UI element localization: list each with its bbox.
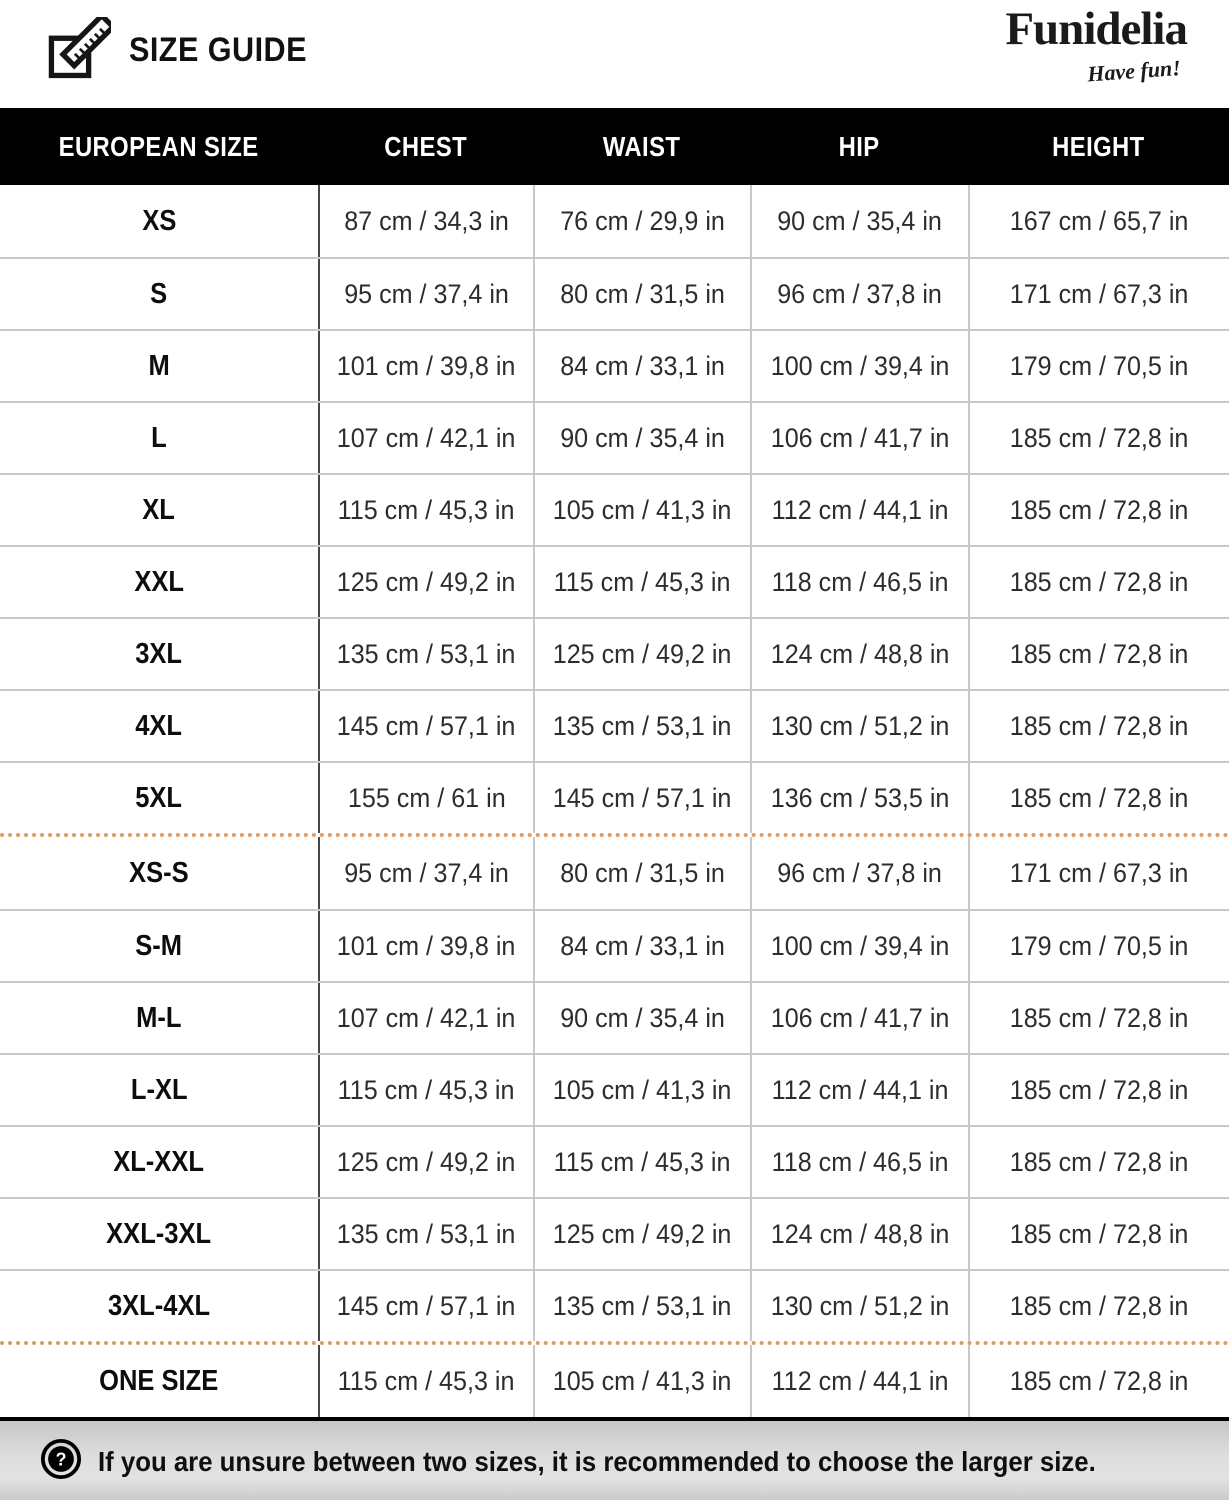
waist-cell: 135 cm / 53,1 in bbox=[533, 1271, 750, 1341]
waist-cell: 105 cm / 41,3 in bbox=[533, 1345, 750, 1417]
hip-cell: 96 cm / 37,8 in bbox=[750, 837, 968, 909]
hip-cell: 136 cm / 53,5 in bbox=[750, 763, 968, 833]
table-row bbox=[0, 185, 1229, 257]
size-label-cell: XXL-3XL bbox=[106, 1217, 212, 1250]
height-cell: 185 cm / 72,8 in bbox=[968, 1199, 1229, 1269]
hip-cell: 100 cm / 39,4 in bbox=[750, 911, 968, 981]
hip-cell: 90 cm / 35,4 in bbox=[750, 185, 968, 257]
height-cell: 185 cm / 72,8 in bbox=[968, 983, 1229, 1053]
height-cell: 179 cm / 70,5 in bbox=[968, 331, 1229, 401]
chest-cell: 125 cm / 49,2 in bbox=[318, 547, 533, 617]
chest-cell: 115 cm / 45,3 in bbox=[318, 475, 533, 545]
height-cell: 185 cm / 72,8 in bbox=[968, 1127, 1229, 1197]
size-label-cell: S bbox=[150, 277, 168, 310]
hip-cell: 100 cm / 39,4 in bbox=[750, 331, 968, 401]
waist-cell: 115 cm / 45,3 in bbox=[533, 1127, 750, 1197]
table-row bbox=[0, 1053, 1229, 1125]
waist-cell: 80 cm / 31,5 in bbox=[533, 259, 750, 329]
height-cell: 179 cm / 70,5 in bbox=[968, 911, 1229, 981]
chest-cell: 135 cm / 53,1 in bbox=[318, 619, 533, 689]
column-header-hip: HIP bbox=[838, 130, 880, 162]
size-label-cell: XXL bbox=[134, 565, 184, 598]
table-row bbox=[0, 689, 1229, 761]
table-row bbox=[0, 761, 1229, 833]
chest-cell: 101 cm / 39,8 in bbox=[318, 911, 533, 981]
svg-text:?: ? bbox=[55, 1449, 67, 1470]
size-label-cell: S-M bbox=[135, 929, 183, 962]
chest-cell: 135 cm / 53,1 in bbox=[318, 1199, 533, 1269]
table-row bbox=[0, 837, 1229, 909]
table-row bbox=[0, 257, 1229, 329]
column-header-chest: CHEST bbox=[384, 130, 467, 162]
column-header-waist: WAIST bbox=[602, 130, 681, 162]
waist-cell: 90 cm / 35,4 in bbox=[533, 983, 750, 1053]
chest-cell: 155 cm / 61 in bbox=[318, 763, 533, 833]
footer-note: If you are unsure between two sizes, it is recommended to choose the larger size. bbox=[98, 1445, 1096, 1477]
size-label-cell: XL-XXL bbox=[113, 1145, 205, 1178]
size-label-cell: L bbox=[151, 421, 167, 454]
height-cell: 185 cm / 72,8 in bbox=[968, 763, 1229, 833]
waist-cell: 125 cm / 49,2 in bbox=[533, 1199, 750, 1269]
table-body bbox=[0, 185, 1229, 1417]
footer-bar bbox=[0, 1417, 1229, 1500]
table-row bbox=[0, 329, 1229, 401]
table-row bbox=[0, 1345, 1229, 1417]
hip-cell: 130 cm / 51,2 in bbox=[750, 691, 968, 761]
chest-cell: 115 cm / 45,3 in bbox=[318, 1345, 533, 1417]
size-label-cell: ONE SIZE bbox=[99, 1364, 219, 1397]
ruler-icon bbox=[45, 17, 111, 84]
question-icon bbox=[40, 1438, 82, 1485]
column-header-height: HEIGHT bbox=[1052, 130, 1145, 162]
chest-cell: 125 cm / 49,2 in bbox=[318, 1127, 533, 1197]
table-row bbox=[0, 617, 1229, 689]
hip-cell: 124 cm / 48,8 in bbox=[750, 619, 968, 689]
hip-cell: 112 cm / 44,1 in bbox=[750, 475, 968, 545]
hip-cell: 112 cm / 44,1 in bbox=[750, 1345, 968, 1417]
waist-cell: 84 cm / 33,1 in bbox=[533, 331, 750, 401]
brand-tagline: Have fun! bbox=[1086, 55, 1182, 87]
table-row bbox=[0, 401, 1229, 473]
column-header-european-size: EUROPEAN SIZE bbox=[59, 130, 259, 162]
waist-cell: 90 cm / 35,4 in bbox=[533, 403, 750, 473]
table-row bbox=[0, 1269, 1229, 1341]
page-title: SIZE GUIDE bbox=[129, 30, 307, 69]
height-cell: 171 cm / 67,3 in bbox=[968, 259, 1229, 329]
waist-cell: 76 cm / 29,9 in bbox=[533, 185, 750, 257]
waist-cell: 135 cm / 53,1 in bbox=[533, 691, 750, 761]
waist-cell: 115 cm / 45,3 in bbox=[533, 547, 750, 617]
size-label-cell: XS-S bbox=[129, 856, 189, 889]
size-label-cell: M bbox=[148, 349, 170, 382]
hip-cell: 124 cm / 48,8 in bbox=[750, 1199, 968, 1269]
chest-cell: 107 cm / 42,1 in bbox=[318, 983, 533, 1053]
chest-cell: 95 cm / 37,4 in bbox=[318, 837, 533, 909]
top-bar bbox=[0, 0, 1229, 108]
size-label-cell: 3XL bbox=[135, 637, 183, 670]
size-label-cell: 4XL bbox=[135, 709, 183, 742]
table-row bbox=[0, 1197, 1229, 1269]
brand-logo bbox=[1005, 3, 1187, 87]
waist-cell: 145 cm / 57,1 in bbox=[533, 763, 750, 833]
waist-cell: 105 cm / 41,3 in bbox=[533, 475, 750, 545]
hip-cell: 118 cm / 46,5 in bbox=[750, 1127, 968, 1197]
hip-cell: 112 cm / 44,1 in bbox=[750, 1055, 968, 1125]
waist-cell: 80 cm / 31,5 in bbox=[533, 837, 750, 909]
height-cell: 185 cm / 72,8 in bbox=[968, 1271, 1229, 1341]
hip-cell: 106 cm / 41,7 in bbox=[750, 403, 968, 473]
table-header-row bbox=[0, 108, 1229, 185]
table-row bbox=[0, 1125, 1229, 1197]
chest-cell: 107 cm / 42,1 in bbox=[318, 403, 533, 473]
size-label-cell: 3XL-4XL bbox=[107, 1289, 211, 1322]
table-row bbox=[0, 981, 1229, 1053]
brand-logo-text: Funidelia bbox=[1005, 3, 1187, 55]
size-label-cell: XL bbox=[142, 493, 176, 526]
height-cell: 185 cm / 72,8 in bbox=[968, 1345, 1229, 1417]
size-label-cell: 5XL bbox=[135, 781, 183, 814]
height-cell: 167 cm / 65,7 in bbox=[968, 185, 1229, 257]
height-cell: 185 cm / 72,8 in bbox=[968, 691, 1229, 761]
height-cell: 185 cm / 72,8 in bbox=[968, 1055, 1229, 1125]
hip-cell: 106 cm / 41,7 in bbox=[750, 983, 968, 1053]
height-cell: 185 cm / 72,8 in bbox=[968, 403, 1229, 473]
chest-cell: 95 cm / 37,4 in bbox=[318, 259, 533, 329]
title-wrap bbox=[45, 17, 327, 84]
hip-cell: 130 cm / 51,2 in bbox=[750, 1271, 968, 1341]
table-row bbox=[0, 909, 1229, 981]
chest-cell: 145 cm / 57,1 in bbox=[318, 691, 533, 761]
chest-cell: 87 cm / 34,3 in bbox=[318, 185, 533, 257]
chest-cell: 145 cm / 57,1 in bbox=[318, 1271, 533, 1341]
waist-cell: 84 cm / 33,1 in bbox=[533, 911, 750, 981]
chest-cell: 101 cm / 39,8 in bbox=[318, 331, 533, 401]
waist-cell: 125 cm / 49,2 in bbox=[533, 619, 750, 689]
height-cell: 185 cm / 72,8 in bbox=[968, 475, 1229, 545]
table-row bbox=[0, 473, 1229, 545]
hip-cell: 118 cm / 46,5 in bbox=[750, 547, 968, 617]
height-cell: 171 cm / 67,3 in bbox=[968, 837, 1229, 909]
height-cell: 185 cm / 72,8 in bbox=[968, 547, 1229, 617]
size-label-cell: M-L bbox=[136, 1001, 182, 1034]
size-label-cell: XS bbox=[141, 204, 177, 237]
height-cell: 185 cm / 72,8 in bbox=[968, 619, 1229, 689]
chest-cell: 115 cm / 45,3 in bbox=[318, 1055, 533, 1125]
hip-cell: 96 cm / 37,8 in bbox=[750, 259, 968, 329]
table-row bbox=[0, 545, 1229, 617]
waist-cell: 105 cm / 41,3 in bbox=[533, 1055, 750, 1125]
size-label-cell: L-XL bbox=[130, 1073, 188, 1106]
